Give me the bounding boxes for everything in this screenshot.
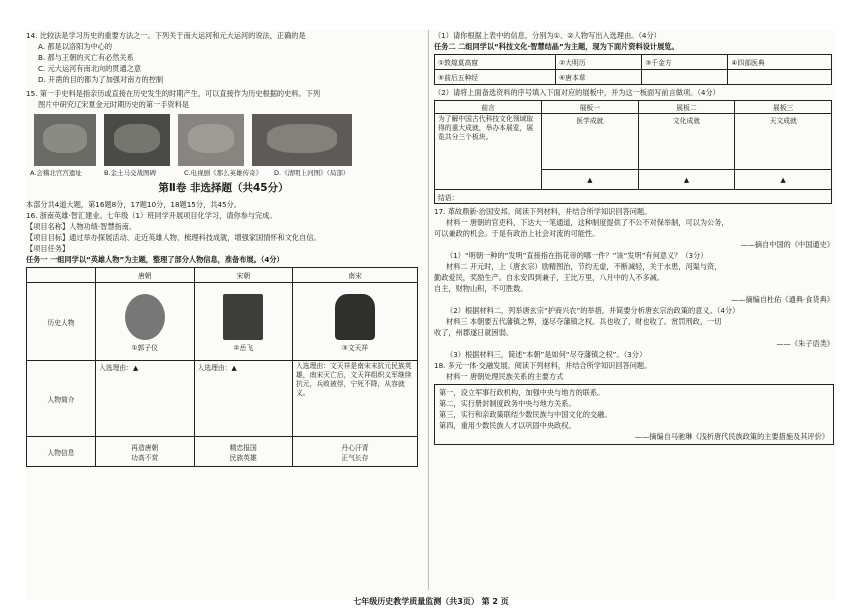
q18-stem: 18. 多元一体·交融发展。阅读下列材料，并结合所学知识回答问题。 [434, 361, 652, 370]
q17-stem: 17. 革故鼎新·治国安邦。阅读下列材料，并结合所学知识回答问题。 [434, 207, 652, 216]
reason-cell-2: 入选理由：▲ [194, 361, 293, 437]
row-label-info: 人物信息 [27, 437, 96, 467]
exhibit-board-table [434, 100, 832, 204]
q18-point-4: 第四，重用少数民族人才以巩固中央政权。 [439, 421, 576, 430]
reason-cell-3: 入选理由：文天祥是南宋末抗元民族英雄，南宋灭亡后，文天祥组织义军继续抗元，兵败被俘，宁死不降，从容就义。 [293, 361, 418, 437]
q17-material-3-source: ——《朱子语类》 [776, 339, 834, 348]
q15-image-a [34, 114, 96, 166]
person-name-1: ①郭子仪 [131, 343, 158, 352]
person-name-3: ③文天祥 [341, 343, 369, 352]
q14-stem: 14. 比较法是学习历史的重要方法之一。下列关于南大运河和元大运河的说法，正确的是 [26, 31, 306, 40]
info-cell-2: 精忠报国 民族英雄 [194, 437, 293, 467]
q17-question-1: （1）“明朝一种的“发明”直接指在指花帝的哪一件？”该“发明”有何意义？（3分） [446, 251, 708, 260]
q18-material-source: ——摘编自马驰琳《浅析唐代民族政策的主要措施及其评价》 [634, 432, 829, 441]
q16-sub-1: （1）请你根据上表中的信息，分别为①、②人物写出入选理由。（4分） [434, 31, 661, 40]
reason-cell-1: 入选理由：▲ [96, 361, 195, 437]
q17-material-2-line-3: 自主，财物山积，不可胜数。 [434, 284, 528, 293]
board-2-blank: ▲ [638, 170, 735, 190]
q18-material-box [434, 384, 834, 445]
board-1-blank: ▲ [542, 170, 639, 190]
person-name-2: ②岳飞 [233, 343, 254, 352]
q17-material-3-line-1: 材料三 本朝要五代藩镇之弊，遂尽夺藩镇之权。兵也收了，财也收了。赏罚刑政，一切 [446, 317, 722, 326]
section-title: 第Ⅱ卷 非选择题（共45分） [158, 182, 289, 194]
q16-sub-2: （2）请将上面备选资料的序号填入下面对应的展板中，并为这一板面写前言做项。（4分） [434, 88, 720, 97]
hero-table-header-0 [27, 268, 96, 283]
person-cell-1 [96, 283, 195, 361]
option-grid [434, 54, 832, 85]
q16-task-2: 任务二 二组同学以“科技文化·智慧结晶”为主题，现为下面片资料设计展览。 [434, 42, 679, 51]
board-1-title: 医学成就 [542, 114, 639, 170]
q17-material-1-line-1: 材料一 唐朝的官吏科，下达大一笔通道，这种制度提供了不公不对保举制，可以为公务， [446, 218, 729, 227]
row-label-person: 历史人物 [27, 283, 96, 361]
q15-caption-d: D.《清明上河图》（局部） [274, 169, 350, 177]
portrait-yue-fei [223, 294, 263, 340]
board-preface: 为了解中国古代科技文化领域取得的重大成就，举办本展览，展览共分三个板块。 [435, 114, 542, 190]
q15-caption-b: B.金土马交战图碑 [104, 169, 157, 177]
option-4: ④四部医典 [728, 55, 832, 70]
option-2: ②大明历 [556, 55, 642, 70]
q15-stem-2: 图片中研究辽宋夏金元时期历史的第一手资料是 [38, 100, 189, 109]
page-footer: 七年级历史教学质量监测（共3页） 第 2 页 [353, 597, 509, 606]
option-6: ⑥唐本草 [556, 70, 642, 85]
option-3: ③千金方 [642, 55, 728, 70]
info-cell-1: 再造唐朝 功高不赏 [96, 437, 195, 467]
hero-table-header-2: 宋朝 [194, 268, 293, 283]
q17-material-1-source: ——摘自中国的《中国通史》 [740, 240, 834, 249]
q16-project-goal: 【项目目标】通过举办探展活动、走近英雄人物、梳理科技成就，增强家国情怀和文化自信。 [26, 233, 321, 242]
column-divider [428, 30, 429, 590]
section-intro: 本部分共4道大题，第16题8分，17题10分，18题15分，共45分。 [26, 200, 241, 209]
q17-material-2-line-2: 勤政爱民，奖励生产。自永安四到兼子，王比万里，八月中的人不多减。 [434, 273, 665, 282]
hero-table-header-1: 唐朝 [96, 268, 195, 283]
option-5: ⑤前后五种经 [435, 70, 556, 85]
q15-images [34, 114, 421, 166]
person-cell-3 [293, 283, 418, 361]
q17-question-2: （2）根据材料二，列举唐玄宗“护商兴农”的举措，并简要分析唐玄宗治政策的意义。（4分） [446, 306, 740, 315]
q14-option-a: A. 都是以洛阳为中心的 [38, 42, 113, 51]
board-3-blank: ▲ [735, 170, 832, 190]
q16-task-1: 任务一 一组同学以“英雄人物”为主题，整理了部分人物信息，准备布展。（4分） [26, 255, 284, 264]
portrait-guo-ziyi [125, 294, 165, 340]
board-conclusion: 结语： [435, 190, 832, 204]
q14-option-c: C. 元大运河有南北向的贯通之意 [38, 64, 142, 73]
q16-project-name: 【项目名称】人物功绩·智慧指南。 [26, 222, 137, 231]
person-cell-2 [194, 283, 293, 361]
hero-table [26, 267, 418, 467]
q14-option-b: B. 都与王朝的灭亡有必然关系 [38, 53, 134, 62]
exam-page [26, 30, 836, 606]
board-2-title: 文化成就 [638, 114, 735, 170]
row-label-reason: 人物简介 [27, 361, 96, 437]
board-header-0: 前言 [435, 101, 542, 114]
q15-captions [30, 168, 421, 177]
option-empty-1 [642, 70, 728, 85]
q15-image-c [178, 114, 244, 166]
board-header-3: 展板三 [735, 101, 832, 114]
q17-material-1-line-2: 可以兼政的机会。于是有政治上社会对流的可能性。 [434, 229, 600, 238]
q17-material-2-line-1: 材料二 开元时，上（唐玄宗）励精图治，节约无虚，不断减轻，关于水患，河渠与资， [446, 262, 722, 271]
board-header-1: 展板一 [542, 101, 639, 114]
q18-point-3: 第三，实行和亲政策联结少数民族与中国文化的交融。 [439, 410, 612, 419]
q17-material-2-source: ——摘编自杜佑《通典·食货典》 [731, 295, 834, 304]
board-header-2: 展板二 [638, 101, 735, 114]
q15-image-d [252, 114, 352, 166]
option-empty-2 [728, 70, 832, 85]
q14-option-d: D. 开凿的目的都为了加强对南方的控制 [38, 75, 164, 84]
q16-stem: 16. 浙南英雄·智汇建业。七年级（1）班同学开展项目化学习，请你参与完成。 [26, 211, 277, 220]
q15-caption-c: C.电视剧《那么英雄传奇》 [184, 169, 263, 177]
right-column [434, 30, 834, 445]
q15-caption-a: A.会稽北宫宫遗址 [30, 169, 82, 177]
q15-image-b [104, 114, 170, 166]
board-3-title: 天文成就 [735, 114, 832, 170]
option-1: ①敦煌莫高窟 [435, 55, 556, 70]
q16-project-task: 【项目任务】 [26, 244, 70, 253]
q18-point-2: 第二，实行册封制度政务中央与地方关系。 [439, 399, 576, 408]
q18-material-title: 材料一 唐朝处理民族关系的主要方式 [446, 372, 564, 381]
portrait-wen-tianxiang [335, 294, 375, 340]
q17-question-3: （3）根据材料三，简述“本朝”是如何“尽夺藩镇之权”。（3分） [446, 350, 647, 359]
info-cell-3: 丹心汗青 正气长存 [293, 437, 418, 467]
q18-point-1: 第一，设立军事行政机构，加强中央与地方的联系。 [439, 388, 605, 397]
q15-stem-1: 15. 第一手史料是指亲历或直接在历史发生的时期产生，可以直接作为历史根据的史料。下列 [26, 89, 321, 98]
hero-table-header-3: 南宋 [293, 268, 418, 283]
left-column [26, 30, 421, 467]
q17-material-3-line-2: 收了，州郡遂日就困弱。 [434, 328, 514, 337]
